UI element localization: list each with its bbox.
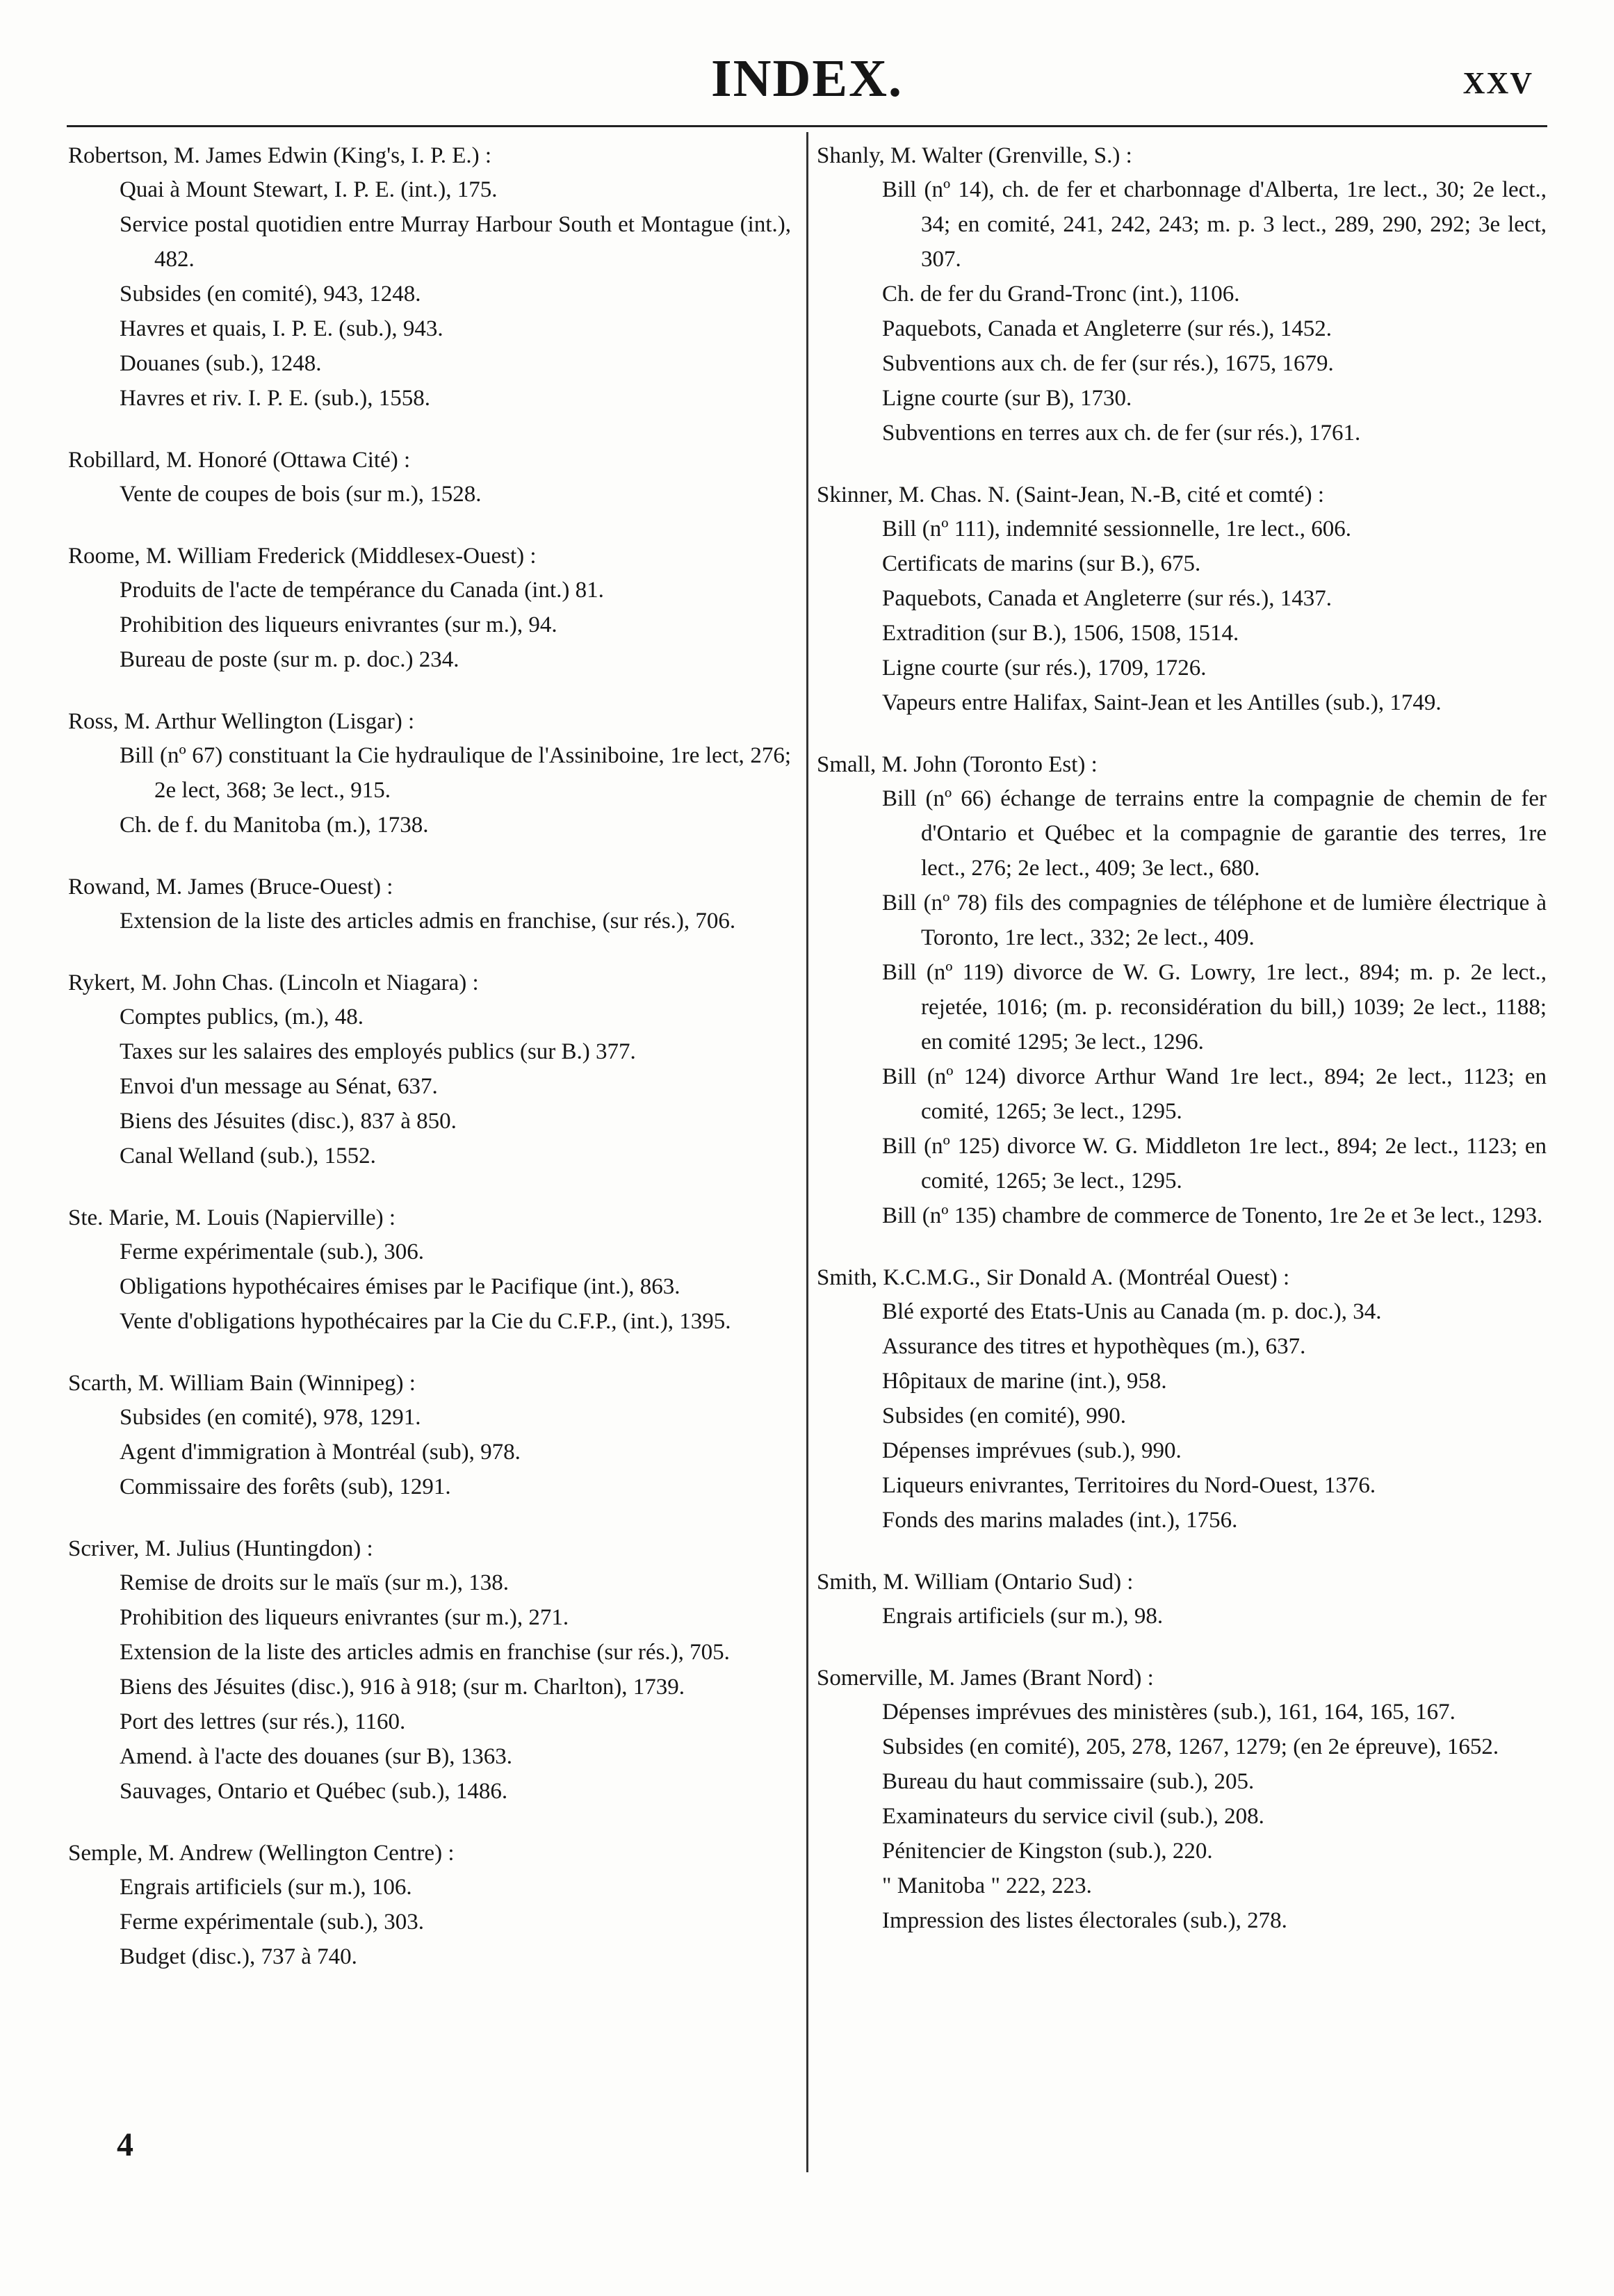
entry-item: Prohibition des liqueurs enivrantes (sur m.), 271. — [120, 1605, 569, 1630]
entry-item: Comptes publics, (m.), 48. — [120, 1004, 364, 1029]
index-entry — [817, 1261, 1547, 1538]
entry-item: Pénitencier de Kingston (sub.), 220. — [882, 1839, 1213, 1864]
entry-item: Produits de l'acte de tempérance du Canada (int.) 81. — [120, 578, 604, 603]
index-entry — [68, 139, 791, 416]
entry-heading: Rowand, M. James (Bruce-Ouest) : — [68, 874, 393, 899]
index-entry — [68, 443, 791, 512]
left-column — [68, 139, 791, 2002]
entry-item: Blé exporté des Etats-Unis au Canada (m. p. doc.), 34. — [882, 1299, 1382, 1324]
entry-item: Vapeurs entre Halifax, Saint-Jean et les Antilles (sub.), 1749. — [882, 690, 1442, 715]
index-entry — [68, 966, 791, 1173]
entry-item: Ch. de fer du Grand-Tronc (int.), 1106. — [882, 282, 1240, 307]
entry-item: Sauvages, Ontario et Québec (sub.), 1486. — [120, 1779, 508, 1804]
entry-item: Certificats de marins (sur B.), 675. — [882, 551, 1201, 576]
index-entry — [817, 139, 1547, 450]
index-entry — [68, 539, 791, 677]
entry-item: Bill (nº 124) divorce Arthur Wand 1re lect., 894; 2e lect., 1123; en comité, 1265; 3e lect., 1295. — [882, 1064, 1547, 1124]
signature-mark: 4 — [117, 2126, 133, 2163]
entry-item: Bill (nº 78) fils des compagnies de téléphone et de lumière électrique à Toronto, 1re lect., 332; 2e lect., 409. — [882, 890, 1547, 950]
entry-item: Port des lettres (sur rés.), 1160. — [120, 1709, 406, 1734]
column-divider — [806, 132, 808, 2172]
entry-item: Canal Welland (sub.), 1552. — [120, 1143, 376, 1169]
entry-heading: Scarth, M. William Bain (Winnipeg) : — [68, 1371, 416, 1396]
entry-item: Dépenses imprévues (sub.), 990. — [882, 1438, 1182, 1463]
page-header — [67, 36, 1547, 120]
entry-item: Obligations hypothécaires émises par le Pacifique (int.), 863. — [120, 1274, 680, 1299]
page-title: INDEX. — [711, 49, 903, 108]
entry-item: Engrais artificiels (sur m.), 98. — [882, 1604, 1164, 1629]
entry-item: Paquebots, Canada et Angleterre (sur rés.), 1452. — [882, 316, 1332, 341]
entry-heading: Small, M. John (Toronto Est) : — [817, 752, 1098, 777]
entry-item: Biens des Jésuites (disc.), 837 à 850. — [120, 1109, 457, 1134]
entry-heading: Smith, K.C.M.G., Sir Donald A. (Montréal Ouest) : — [817, 1265, 1290, 1290]
entry-item: Subventions aux ch. de fer (sur rés.), 1675, 1679. — [882, 351, 1334, 376]
index-entry — [817, 478, 1547, 720]
entry-item: Bill (nº 14), ch. de fer et charbonnage d'Alberta, 1re lect., 30; 2e lect., 34; en comité, 241, 242, 243; m. p. 3 lect., 289, 290, 292; 3e lect, 307. — [882, 177, 1547, 272]
entry-item: Bureau du haut commissaire (sub.), 205. — [882, 1769, 1255, 1794]
entry-item: Havres et riv. I. P. E. (sub.), 1558. — [120, 386, 430, 411]
entry-item: Bill (nº 119) divorce de W. G. Lowry, 1re lect., 894; m. p. 2e lect., rejetée, 1016; (m. p. reconsidération du bill,) 1039; 2e lect., 1188; en comité 1295; 3e lect., 1296. — [882, 960, 1547, 1055]
entry-item: Assurance des titres et hypothèques (m.), 637. — [882, 1334, 1306, 1359]
index-entry — [68, 1837, 791, 1974]
entry-item: Paquebots, Canada et Angleterre (sur rés.), 1437. — [882, 586, 1332, 611]
entry-item: Service postal quotidien entre Murray Harbour South et Montague (int.), 482. — [120, 212, 791, 272]
index-entry — [817, 1565, 1547, 1634]
index-entry — [68, 870, 791, 938]
entry-item: Taxes sur les salaires des employés publics (sur B.) 377. — [120, 1039, 636, 1064]
entry-item: Havres et quais, I. P. E. (sub.), 943. — [120, 316, 443, 341]
entry-item: Ch. de f. du Manitoba (m.), 1738. — [120, 813, 429, 838]
entry-heading: Ross, M. Arthur Wellington (Lisgar) : — [68, 709, 415, 734]
entry-item: Subsides (en comité), 978, 1291. — [120, 1405, 421, 1430]
entry-item: Bill (nº 125) divorce W. G. Middleton 1re lect., 894; 2e lect., 1123; en comité, 1265; 3e lect., 1295. — [882, 1134, 1547, 1194]
entry-item: Bill (nº 135) chambre de commerce de Tonento, 1re 2e et 3e lect., 1293. — [882, 1203, 1543, 1228]
entry-item: Vente d'obligations hypothécaires par la Cie du C.F.P., (int.), 1395. — [120, 1309, 731, 1334]
entry-item: Ligne courte (sur B), 1730. — [882, 386, 1132, 411]
header-rule — [67, 125, 1547, 127]
entry-item: Budget (disc.), 737 à 740. — [120, 1944, 357, 1969]
entry-item: Ferme expérimentale (sub.), 303. — [120, 1910, 425, 1935]
entry-item: Bureau de poste (sur m. p. doc.) 234. — [120, 647, 459, 672]
right-column — [817, 139, 1547, 1966]
entry-item: Amend. à l'acte des douanes (sur B), 1363. — [120, 1744, 512, 1769]
entry-heading: Scriver, M. Julius (Huntingdon) : — [68, 1536, 373, 1561]
entry-item: Fonds des marins malades (int.), 1756. — [882, 1508, 1238, 1533]
entry-item: Engrais artificiels (sur m.), 106. — [120, 1875, 412, 1900]
entry-item: Douanes (sub.), 1248. — [120, 351, 322, 376]
entry-item: Extradition (sur B.), 1506, 1508, 1514. — [882, 621, 1239, 646]
entry-item: Extension de la liste des articles admis en franchise (sur rés.), 705. — [120, 1640, 730, 1665]
entry-item: Extension de la liste des articles admis en franchise, (sur rés.), 706. — [120, 909, 736, 934]
entry-item: Bill (nº 67) constituant la Cie hydraulique de l'Assiniboine, 1re lect, 276; 2e lect, 368; 3e lect., 915. — [120, 743, 791, 803]
entry-item: Biens des Jésuites (disc.), 916 à 918; (sur m. Charlton), 1739. — [120, 1675, 685, 1700]
entry-item: Impression des listes électorales (sub.), 278. — [882, 1908, 1287, 1933]
index-entry — [817, 1661, 1547, 1938]
entry-item: Hôpitaux de marine (int.), 958. — [882, 1369, 1167, 1394]
entry-item: Agent d'immigration à Montréal (sub), 978. — [120, 1440, 521, 1465]
page-number: XXV — [1462, 66, 1533, 100]
entry-heading: Semple, M. Andrew (Wellington Centre) : — [68, 1841, 455, 1866]
entry-item: Prohibition des liqueurs enivrantes (sur m.), 94. — [120, 612, 557, 637]
entry-heading: Somerville, M. James (Brant Nord) : — [817, 1666, 1154, 1691]
entry-heading: Rykert, M. John Chas. (Lincoln et Niagara) : — [68, 970, 479, 995]
entry-heading: Robertson, M. James Edwin (King's, I. P. E.) : — [68, 143, 492, 168]
entry-heading: Roome, M. William Frederick (Middlesex-Ouest) : — [68, 544, 537, 569]
entry-item: Subsides (en comité), 205, 278, 1267, 1279; (en 2e épreuve), 1652. — [882, 1734, 1499, 1759]
entry-heading: Ste. Marie, M. Louis (Napierville) : — [68, 1205, 396, 1230]
entry-item: Examinateurs du service civil (sub.), 208. — [882, 1804, 1264, 1829]
entry-item: Envoi d'un message au Sénat, 637. — [120, 1074, 438, 1099]
entry-heading: Shanly, M. Walter (Grenville, S.) : — [817, 143, 1132, 168]
entry-item: Remise de droits sur le maïs (sur m.), 138. — [120, 1570, 510, 1595]
entry-item: Ferme expérimentale (sub.), 306. — [120, 1239, 425, 1264]
entry-item: Liqueurs enivrantes, Territoires du Nord-Ouest, 1376. — [882, 1473, 1376, 1498]
index-entry — [68, 1532, 791, 1809]
entry-item: Subsides (en comité), 943, 1248. — [120, 282, 421, 307]
entry-item: " Manitoba " 222, 223. — [882, 1873, 1092, 1898]
entry-heading: Skinner, M. Chas. N. (Saint-Jean, N.-B, cité et comté) : — [817, 482, 1325, 507]
entry-item: Quai à Mount Stewart, I. P. E. (int.), 175. — [120, 177, 498, 202]
entry-item: Vente de coupes de bois (sur m.), 1528. — [120, 482, 482, 507]
entry-item: Bill (nº 111), indemnité sessionnelle, 1re lect., 606. — [882, 516, 1351, 542]
index-entry — [68, 1201, 791, 1339]
entry-item: Ligne courte (sur rés.), 1709, 1726. — [882, 656, 1207, 681]
index-entry — [68, 1367, 791, 1504]
index-entry — [68, 705, 791, 842]
entry-item: Dépenses imprévues des ministères (sub.), 161, 164, 165, 167. — [882, 1700, 1456, 1725]
entry-item: Bill (nº 66) échange de terrains entre la compagnie de chemin de fer d'Ontario et Québec et la compagnie de garantie des terres, 1re lect., 276; 2e lect., 409; 3e lect., 680. — [882, 786, 1547, 881]
entry-heading: Smith, M. William (Ontario Sud) : — [817, 1570, 1134, 1595]
index-entry — [817, 748, 1547, 1233]
entry-item: Subventions en terres aux ch. de fer (sur rés.), 1761. — [882, 421, 1361, 446]
entry-heading: Robillard, M. Honoré (Ottawa Cité) : — [68, 448, 411, 473]
entry-item: Subsides (en comité), 990. — [882, 1403, 1127, 1428]
entry-item: Commissaire des forêts (sub), 1291. — [120, 1474, 451, 1499]
